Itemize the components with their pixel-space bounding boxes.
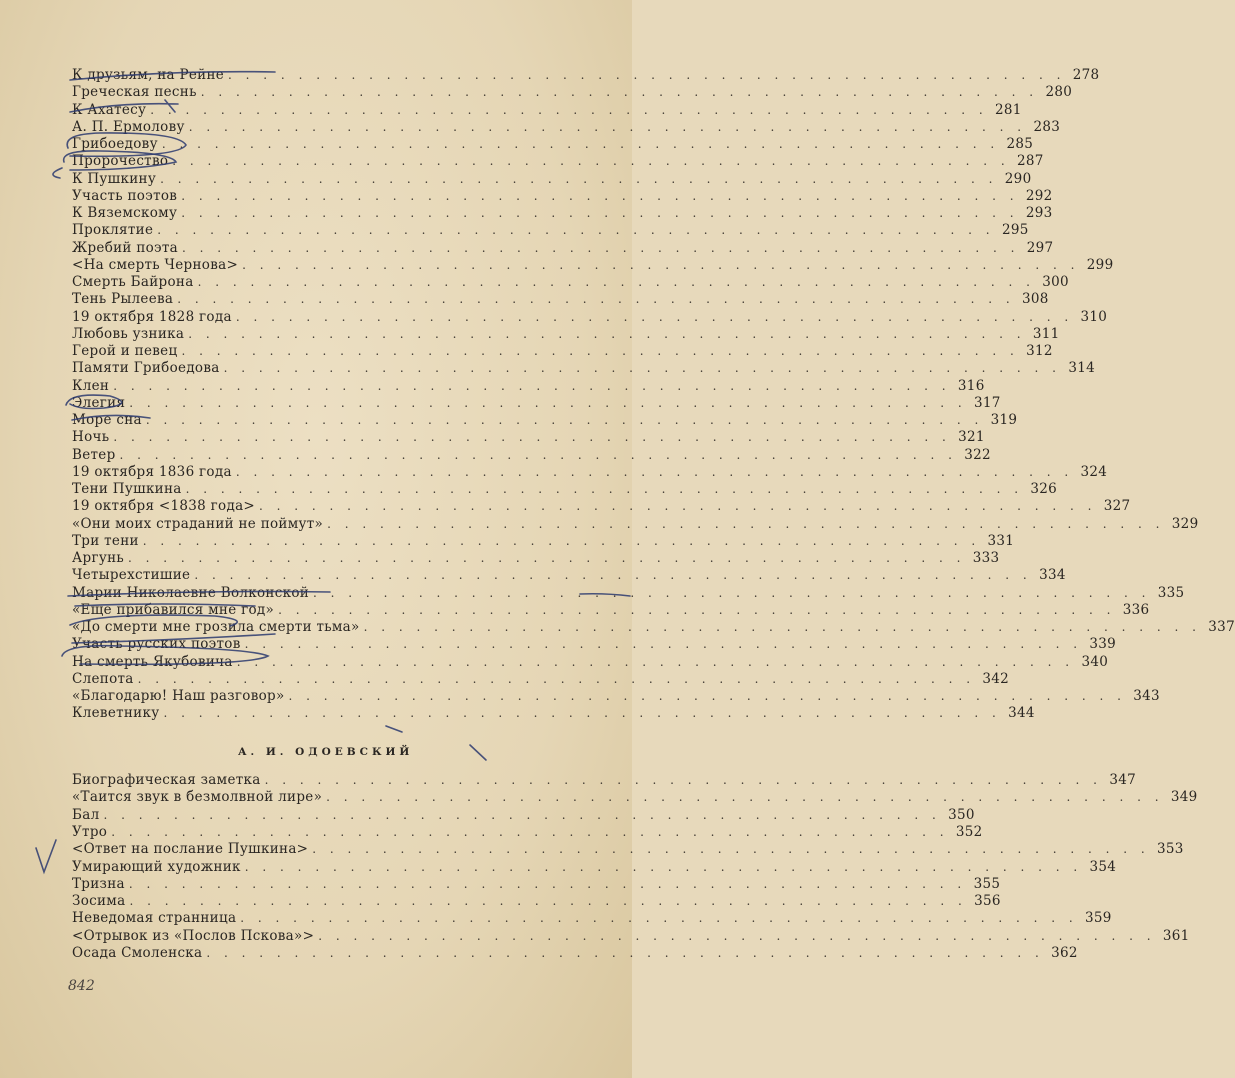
dot-leader: . . . . . . . . . . . . . . . . . . . . . . . . . . . . . . . . . . . . . . . . . . . . . . . .	[113, 378, 951, 393]
dot-leader: . . . . . . . . . . . . . . . . . . . . . . . . . . . . . . . . . . . . . . . . . . . . . . . .	[240, 911, 1078, 926]
toc-entry-title: Слепота	[72, 670, 134, 687]
author-heading: А. И. ОДОЕВСКИЙ	[238, 746, 414, 758]
toc-entry	[72, 463, 1108, 481]
toc-entry-title: «Благодарю! Наш разговор»	[72, 688, 285, 704]
toc-entry-title: Элегия	[72, 394, 126, 411]
toc-entry-title: Тризна	[72, 875, 125, 892]
dot-leader: . . . . . . . . . . . . . . . . . . . . . . . . . . . . . . . . . . . . . . . . . . . . . . . .	[160, 171, 998, 186]
toc-entry-title: <Ответ на послание Пушкина>	[72, 841, 309, 858]
toc-entry-page: 280	[1045, 84, 1073, 101]
toc-entry-title: Тень Рылеева	[72, 291, 174, 308]
toc-entry	[72, 636, 1117, 653]
toc-entry-page: 340	[1081, 653, 1109, 670]
tick-mark	[386, 726, 402, 732]
toc-entry-page: 285	[1006, 136, 1034, 152]
dot-leader: . . . . . . . . . . . . . . . . . . . . . . . . . . . . . . . . . . . . . . . . . . . . . . . .	[278, 602, 1116, 617]
toc-entry	[72, 515, 1199, 533]
toc-entry	[72, 532, 1015, 550]
toc-entry-title: Любовь узника	[72, 325, 185, 342]
toc-entry-page: 278	[1072, 67, 1100, 83]
toc-entry	[72, 170, 1032, 188]
dot-leader: . . . . . . . . . . . . . . . . . . . . . . . . . . . . . . . . . . . . . . . . . . . . . . . .	[236, 654, 1075, 669]
toc-entry-page: 361	[1162, 927, 1190, 944]
toc-entry-title: Биографическая заметка	[72, 772, 261, 788]
dot-leader: . . . . . . . . . . . . . . . . . . . . . . . . . . . . . . . . . . . . . . . . . . . . . . . .	[363, 620, 1201, 634]
toc-entry-page: 347	[1109, 772, 1136, 788]
toc-entry-page: 311	[1032, 325, 1060, 342]
dot-leader: . . . . . . . . . . . . . . . . . . . . . . . . . . . . . . . . . . . . . . . . . . . . . . . .	[244, 859, 1083, 874]
dot-leader: . . . . . . . . . . . . . . . . . . . . . . . . . . . . . . . . . . . . . . . . . . . . . . . .	[244, 637, 1083, 652]
underline-mark	[53, 168, 62, 178]
toc-entry-page: 327	[1103, 498, 1131, 515]
toc-entry-page: 352	[955, 823, 983, 840]
toc-entry-page: 353	[1157, 841, 1184, 858]
toc-entry-title: Герой и певец	[72, 343, 178, 359]
toc-entry-page: 356	[974, 893, 1001, 910]
toc-entry	[72, 910, 1112, 927]
toc-entry	[72, 584, 1185, 602]
toc-entry-page: 359	[1085, 910, 1112, 927]
dot-leader: . . . . . . . . . . . . . . . . . . . . . . . . . . . . . . . . . . . . . . . . . . . . . . . .	[103, 807, 941, 822]
dot-leader: . . . . . . . . . . . . . . . . . . . . . . . . . . . . . . . . . . . . . . . . . . . . . . . .	[113, 430, 951, 445]
toc-entry	[72, 360, 1095, 377]
check-mark	[36, 840, 56, 872]
toc-entry-title: Проклятие	[72, 222, 154, 239]
toc-entry-page: 312	[1026, 343, 1053, 359]
toc-entry-title: Пророчество	[72, 153, 169, 170]
toc-entry	[72, 239, 1054, 257]
dot-leader: . . . . . . . . . . . . . . . . . . . . . . . . . . . . . . . . . . . . . . . . . . . . . . . .	[129, 894, 967, 909]
toc-entry-title: Участь русских поэтов	[72, 636, 241, 653]
dot-leader: . . . . . . . . . . . . . . . . . . . . . . . . . . . . . . . . . . . . . . . . . . . . . . . .	[188, 326, 1026, 341]
toc-entry-page: 335	[1157, 584, 1185, 601]
toc-entry-title: Ночь	[72, 429, 110, 446]
dot-leader: . . . . . . . . . . . . . . . . . . . . . . . . . . . . . . . . . . . . . . . . . . . . . . . .	[150, 102, 988, 117]
dot-leader: . . . . . . . . . . . . . . . . . . . . . . . . . . . . . . . . . . . . . . . . . . . . . . . .	[313, 585, 1151, 600]
toc-entry-page: 297	[1026, 239, 1054, 256]
toc-entry-title: Зосима	[72, 893, 126, 910]
dot-leader: . . . . . . . . . . . . . . . . . . . . . . . . . . . . . . . . . . . . . . . . . . . . . . . .	[326, 790, 1164, 805]
toc-entry-title: 19 октября 1836 года	[72, 463, 232, 480]
dot-leader: . . . . . . . . . . . . . . . . . . . . . . . . . . . . . . . . . . . . . . . . . . . . . . . .	[223, 361, 1061, 376]
dot-leader: . . . . . . . . . . . . . . . . . . . . . . . . . . . . . . . . . . . . . . . . . . . . . . . .	[327, 516, 1165, 531]
toc-entry	[72, 653, 1109, 671]
toc-entry-page: 344	[1008, 705, 1035, 722]
toc-entry-title: 19 октября <1838 года>	[72, 498, 256, 515]
toc-entry-title: Смерть Байрона	[72, 274, 194, 290]
toc-entry	[72, 550, 1000, 567]
page-number: 842	[68, 978, 95, 994]
toc-entry	[72, 893, 1001, 910]
toc-entry-title: <Отрывок из «Послов Пскова»>	[72, 927, 315, 944]
dot-leader: . . . . . . . . . . . . . . . . . . . . . . . . . . . . . . . . . . . . . . . . . . . . . . . .	[172, 154, 1010, 169]
toc-entry-title: <На смерть Чернова>	[72, 256, 239, 273]
toc-entry-title: Неведомая странница	[72, 910, 237, 927]
toc-entry-page: 295	[1001, 222, 1029, 239]
toc-entry-page: 324	[1080, 463, 1108, 480]
toc-entry-page: 350	[948, 806, 975, 823]
toc-entry	[72, 291, 1049, 308]
toc-entry-page: 354	[1089, 858, 1117, 875]
toc-entry	[72, 481, 1058, 498]
dot-leader: . . . . . . . . . . . . . . . . . . . . . . . . . . . . . . . . . . . . . . . . . . . . . . . .	[177, 292, 1015, 307]
toc-entry-page: 333	[972, 550, 1000, 566]
toc-entry-page: 308	[1021, 291, 1049, 308]
toc-entry	[72, 153, 1044, 170]
toc-entry	[72, 429, 985, 446]
toc-entry	[72, 619, 1235, 636]
toc-entry	[72, 670, 1010, 688]
dot-leader: . . . . . . . . . . . . . . . . . . . . . . . . . . . . . . . . . . . . . . . . . . . . . . . .	[161, 137, 1000, 151]
toc-entry-page: 281	[995, 101, 1022, 118]
toc-entry	[72, 343, 1053, 360]
toc-entry-title: Ветер	[72, 446, 116, 463]
toc-entry	[72, 688, 1160, 705]
toc-entry	[72, 446, 991, 464]
toc-entry-page: 299	[1086, 256, 1114, 273]
toc-entry-page: 355	[973, 875, 1001, 892]
toc-entry-title: 19 октября 1828 года	[72, 308, 232, 325]
toc-entry-page: 290	[1004, 170, 1032, 187]
dot-leader: . . . . . . . . . . . . . . . . . . . . . . . . . . . . . . . . . . . . . . . . . . . . . . . .	[137, 671, 976, 686]
dot-leader: . . . . . . . . . . . . . . . . . . . . . . . . . . . . . . . . . . . . . . . . . . . . . . . .	[235, 309, 1074, 324]
toc-entry-title: Осада Смоленска	[72, 945, 203, 961]
toc-entry	[72, 187, 1053, 205]
toc-entry	[72, 222, 1029, 239]
toc-entry	[72, 394, 1001, 412]
toc-entry-page: 334	[1039, 567, 1066, 584]
toc-entry-page: 342	[982, 670, 1010, 687]
toc-entry	[72, 256, 1114, 274]
dot-leader: . . . . . . . . . . . . . . . . . . . . . . . . . . . . . . . . . . . . . . . . . . . . . . . .	[200, 85, 1039, 100]
toc-entry	[72, 308, 1108, 326]
toc-entry-title: «Таится звук в безмолвной лире»	[72, 789, 323, 806]
dot-leader: . . . . . . . . . . . . . . . . . . . . . . . . . . . . . . . . . . . . . . . . . . . . . . . .	[264, 773, 1102, 787]
toc-entry-title: Марии Николаевне Волконской	[72, 584, 310, 601]
dot-leader: . . . . . . . . . . . . . . . . . . . . . . . . . . . . . . . . . . . . . . . . . . . . . . . .	[181, 206, 1019, 220]
toc-entry	[72, 875, 1001, 893]
dot-leader: . . . . . . . . . . . . . . . . . . . . . . . . . . . . . . . . . . . . . . . . . . . . . . . .	[288, 689, 1126, 703]
toc-entry	[72, 498, 1131, 515]
toc-entry-page: 292	[1025, 187, 1053, 204]
dot-leader: . . . . . . . . . . . . . . . . . . . . . . . . . . . . . . . . . . . . . . . . . . . . . . . .	[197, 275, 1035, 289]
toc-entry-page: 343	[1133, 688, 1160, 704]
toc-entry	[72, 789, 1198, 806]
toc-entry	[72, 858, 1117, 876]
toc-entry	[72, 205, 1053, 222]
dot-leader: . . . . . . . . . . . . . . . . . . . . . . . . . . . . . . . . . . . . . . . . . . . . . . . .	[235, 464, 1074, 479]
toc-entry-page: 317	[974, 394, 1001, 411]
toc-entry-title: «Они моих страданий не поймут»	[72, 515, 324, 532]
dot-leader: . . . . . . . . . . . . . . . . . . . . . . . . . . . . . . . . . . . . . . . . . . . . . . . .	[182, 240, 1020, 255]
toc-entry-title: Утро	[72, 823, 108, 840]
toc-entry-title: Жребий поэта	[72, 239, 179, 256]
toc-entry-page: 293	[1025, 205, 1053, 221]
toc-entry-page: 287	[1017, 153, 1044, 170]
toc-entry-page: 319	[990, 412, 1018, 428]
dot-leader: . . . . . . . . . . . . . . . . . . . . . . . . . . . . . . . . . . . . . . . . . . . . . . . .	[163, 706, 1001, 721]
toc-entry-page: 349	[1170, 789, 1198, 806]
dot-leader: . . . . . . . . . . . . . . . . . . . . . . . . . . . . . . . . . . . . . . . . . . . . . . . .	[228, 68, 1066, 82]
dot-leader: . . . . . . . . . . . . . . . . . . . . . . . . . . . . . . . . . . . . . . . . . . . . . . . .	[157, 223, 995, 238]
toc-entry-title: «До смерти мне грозила смерти тьма»	[72, 619, 360, 635]
dot-leader: . . . . . . . . . . . . . . . . . . . . . . . . . . . . . . . . . . . . . . . . . . . . . . . .	[194, 568, 1032, 583]
toc-entry	[72, 67, 1100, 84]
toc-entry	[72, 412, 1018, 429]
toc-entry	[72, 945, 1078, 962]
dot-leader: . . . . . . . . . . . . . . . . . . . . . . . . . . . . . . . . . . . . . . . . . . . . . . . .	[111, 824, 949, 839]
toc-entry-title: Три тени	[72, 532, 139, 549]
toc-entry-page: 362	[1051, 945, 1078, 961]
toc-entry-title: Умирающий художник	[72, 858, 241, 875]
toc-entry-title: Памяти Грибоедова	[72, 360, 220, 377]
toc-entry-page: 337	[1208, 619, 1235, 635]
dot-leader: . . . . . . . . . . . . . . . . . . . . . . . . . . . . . . . . . . . . . . . . . . . . . . . .	[145, 413, 984, 427]
toc-entry	[72, 841, 1184, 858]
toc-entry	[72, 136, 1034, 153]
dot-leader: . . . . . . . . . . . . . . . . . . . . . . . . . . . . . . . . . . . . . . . . . . . . . . . .	[129, 395, 967, 410]
toc-entry-title: Клен	[72, 377, 110, 394]
toc-entry-title: На смерть Якубовича	[72, 653, 233, 670]
dot-leader: . . . . . . . . . . . . . . . . . . . . . . . . . . . . . . . . . . . . . . . . . . . . . . . .	[181, 188, 1019, 203]
toc-entry-page: 322	[964, 446, 991, 463]
toc-entry-page: 316	[957, 377, 985, 394]
dot-leader: . . . . . . . . . . . . . . . . . . . . . . . . . . . . . . . . . . . . . . . . . . . . . . . .	[185, 482, 1024, 496]
toc-entry-page: 314	[1068, 360, 1095, 377]
toc-entry-title: Бал	[72, 806, 100, 823]
toc-entry-title: Участь поэтов	[72, 187, 178, 204]
dot-leader: . . . . . . . . . . . . . . . . . . . . . . . . . . . . . . . . . . . . . . . . . . . . . . . .	[206, 946, 1044, 960]
toc-entry-page: 326	[1030, 481, 1058, 497]
toc-entry-page: 329	[1171, 515, 1199, 532]
dot-leader: . . . . . . . . . . . . . . . . . . . . . . . . . . . . . . . . . . . . . . . . . . . . . . . .	[259, 499, 1097, 514]
dot-leader: . . . . . . . . . . . . . . . . . . . . . . . . . . . . . . . . . . . . . . . . . . . . . . . .	[142, 533, 981, 548]
toc-entry-title: К друзьям, на Рейне	[72, 67, 225, 83]
toc-entry-title: Грибоедову	[72, 136, 158, 152]
toc-entry-title: К Ахатесу	[72, 101, 147, 118]
toc-entry-page: 339	[1089, 636, 1117, 653]
toc-entry-title: Тени Пушкина	[72, 481, 182, 497]
toc-entry-title: Море сна	[72, 412, 142, 428]
dot-leader: . . . . . . . . . . . . . . . . . . . . . . . . . . . . . . . . . . . . . . . . . . . . . . . .	[119, 447, 957, 462]
toc-entry	[72, 772, 1136, 789]
toc-entry	[72, 84, 1073, 101]
dot-leader: . . . . . . . . . . . . . . . . . . . . . . . . . . . . . . . . . . . . . . . . . . . . . . . .	[128, 876, 967, 891]
dot-leader: . . . . . . . . . . . . . . . . . . . . . . . . . . . . . . . . . . . . . . . . . . . . . . . .	[188, 119, 1027, 134]
toc-entry	[72, 274, 1069, 291]
toc-entry	[72, 601, 1150, 619]
toc-entry	[72, 705, 1035, 722]
dot-leader: . . . . . . . . . . . . . . . . . . . . . . . . . . . . . . . . . . . . . . . . . . . . . . . .	[242, 257, 1080, 272]
toc-entry	[72, 118, 1061, 136]
toc-entry-title: А. П. Ермолову	[72, 118, 185, 135]
dot-leader: . . . . . . . . . . . . . . . . . . . . . . . . . . . . . . . . . . . . . . . . . . . . . . . .	[318, 928, 1156, 943]
toc-entry	[72, 823, 983, 841]
toc-entry-title: «Еще прибавился мне год»	[72, 601, 275, 618]
toc-entry	[72, 927, 1190, 945]
toc-entry	[72, 806, 975, 824]
toc-entry	[72, 377, 985, 395]
toc-entry-title: Клеветнику	[72, 705, 160, 722]
toc-entry	[72, 101, 1022, 119]
dot-leader: . . . . . . . . . . . . . . . . . . . . . . . . . . . . . . . . . . . . . . . . . . . . . . . .	[312, 842, 1150, 857]
toc-entry-page: 336	[1122, 601, 1150, 618]
toc-entry-title: Четырехстишие	[72, 567, 191, 584]
toc-entry-page: 310	[1080, 308, 1108, 325]
dot-leader: . . . . . . . . . . . . . . . . . . . . . . . . . . . . . . . . . . . . . . . . . . . . . . . .	[181, 344, 1019, 358]
toc-entry-title: К Пушкину	[72, 170, 157, 187]
toc-entry-title: Аргунь	[72, 550, 125, 566]
dot-leader: . . . . . . . . . . . . . . . . . . . . . . . . . . . . . . . . . . . . . . . . . . . . . . . .	[128, 551, 966, 565]
toc-entry-title: Греческая песнь	[72, 84, 197, 101]
toc-entry-page: 300	[1042, 274, 1069, 290]
tick-mark	[470, 745, 486, 760]
toc-entry-page: 321	[958, 429, 985, 446]
toc-entry-page: 331	[987, 532, 1015, 549]
toc-entry-title: К Вяземскому	[72, 205, 178, 221]
toc-entry-page: 283	[1033, 118, 1061, 135]
toc-entry	[72, 567, 1066, 584]
toc-entry	[72, 325, 1060, 343]
